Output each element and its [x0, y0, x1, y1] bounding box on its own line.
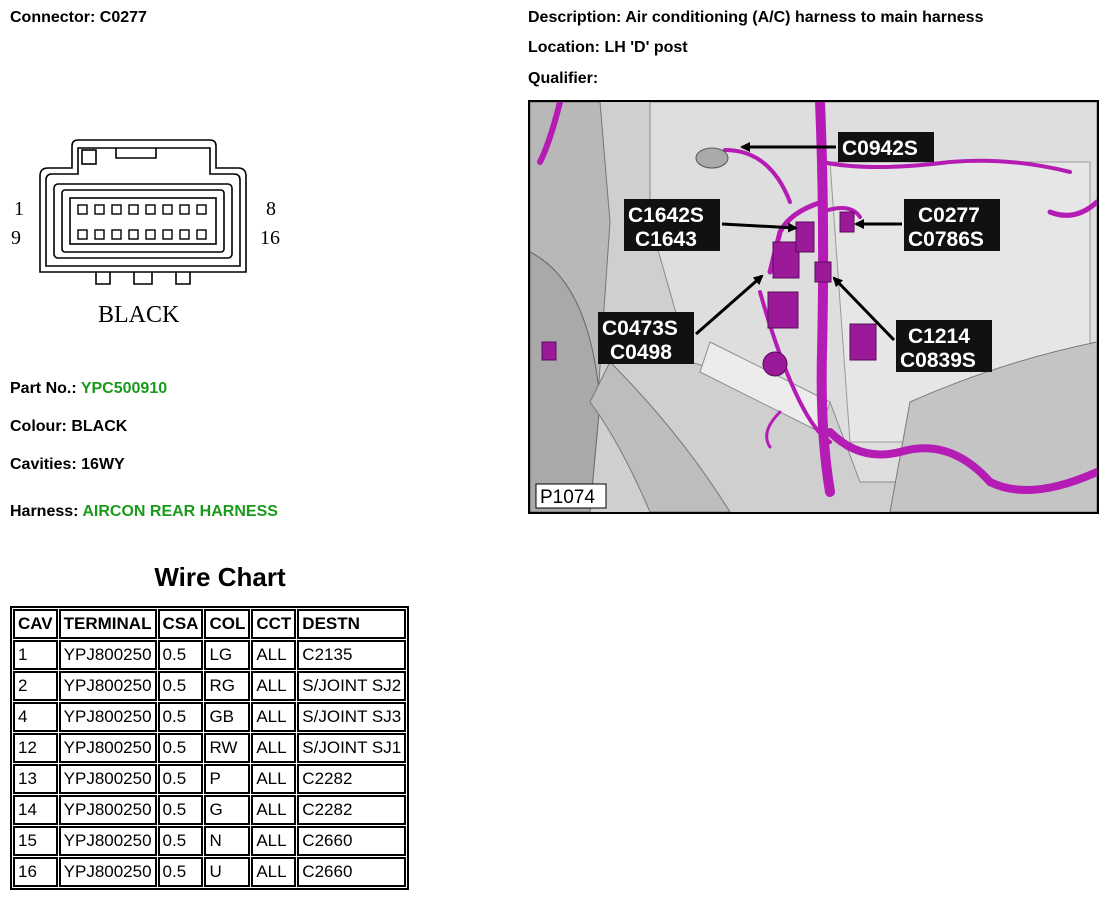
- column-header: CSA: [158, 609, 204, 639]
- table-cell: YPJ800250: [59, 795, 157, 825]
- connector-pin: [112, 205, 121, 214]
- connector-value: C0277: [99, 9, 147, 26]
- part-no-link[interactable]: YPC500910: [80, 380, 168, 397]
- connector-pin: [95, 205, 104, 214]
- colour-value: BLACK: [71, 418, 128, 435]
- table-cell: C2282: [297, 795, 406, 825]
- callout-c1214: C1214: [908, 325, 970, 348]
- table-cell: YPJ800250: [59, 733, 157, 763]
- column-header: COL: [204, 609, 250, 639]
- connector-location-photo: [528, 100, 1099, 514]
- table-cell: P: [204, 764, 250, 794]
- table-cell: C2282: [297, 764, 406, 794]
- cavities-field: [10, 456, 125, 474]
- location-field: [528, 39, 688, 57]
- table-cell: 0.5: [158, 857, 204, 887]
- table-cell: YPJ800250: [59, 857, 157, 887]
- connector-pin: [129, 205, 138, 214]
- table-row: [13, 733, 406, 763]
- connector-field: [10, 9, 147, 27]
- table-cell: 16: [13, 857, 58, 887]
- connector-pin: [129, 230, 138, 239]
- callout-c1643: C1643: [635, 228, 697, 251]
- description-value: Air conditioning (A/C) harness to main harness: [625, 9, 984, 26]
- table-row: [13, 826, 406, 856]
- table-cell: ALL: [251, 857, 296, 887]
- table-cell: S/JOINT SJ3: [297, 702, 406, 732]
- wire-chart-table: [10, 606, 409, 890]
- table-cell: S/JOINT SJ1: [297, 733, 406, 763]
- pin-16-label: 16: [260, 227, 280, 249]
- part-no-field: [10, 380, 167, 398]
- connector-pin: [197, 205, 206, 214]
- table-cell: 0.5: [158, 640, 204, 670]
- callout-c0942s: C0942S: [842, 137, 918, 160]
- table-row: [13, 671, 406, 701]
- qualifier-field: [528, 70, 598, 88]
- table-cell: RG: [204, 671, 250, 701]
- table-cell: 0.5: [158, 702, 204, 732]
- harness-field: [10, 503, 278, 521]
- table-cell: YPJ800250: [59, 640, 157, 670]
- table-cell: C2660: [297, 857, 406, 887]
- table-cell: S/JOINT SJ2: [297, 671, 406, 701]
- connector-colour-caption: BLACK: [98, 302, 180, 328]
- column-header: CAV: [13, 609, 58, 639]
- pin-8-label: 8: [266, 198, 276, 220]
- callout-c0277: C0277: [918, 204, 980, 227]
- callout-c0473s: C0473S: [602, 317, 678, 340]
- table-cell: YPJ800250: [59, 671, 157, 701]
- table-cell: ALL: [251, 795, 296, 825]
- wire-chart-header-row: [13, 609, 406, 639]
- connector-pin: [112, 230, 121, 239]
- table-cell: 0.5: [158, 764, 204, 794]
- table-cell: GB: [204, 702, 250, 732]
- table-cell: N: [204, 826, 250, 856]
- callout-c0498: C0498: [610, 341, 672, 364]
- connector-pin: [180, 230, 189, 239]
- table-cell: ALL: [251, 764, 296, 794]
- connector-pin: [180, 205, 189, 214]
- cavities-label: Cavities:: [10, 456, 77, 473]
- table-cell: RW: [204, 733, 250, 763]
- table-cell: 0.5: [158, 826, 204, 856]
- connector-pin: [78, 230, 87, 239]
- table-row: [13, 764, 406, 794]
- qualifier-label: Qualifier:: [528, 70, 599, 87]
- table-cell: 4: [13, 702, 58, 732]
- column-header: TERMINAL: [59, 609, 157, 639]
- connector-pin: [78, 205, 87, 214]
- harness-label: Harness:: [10, 503, 79, 520]
- pin-1-label: 1: [14, 198, 24, 220]
- table-cell: C2135: [297, 640, 406, 670]
- table-cell: YPJ800250: [59, 702, 157, 732]
- table-cell: G: [204, 795, 250, 825]
- table-cell: 12: [13, 733, 58, 763]
- connector-pin: [146, 205, 155, 214]
- callout-c0839s: C0839S: [900, 349, 976, 372]
- table-row: [13, 795, 406, 825]
- callout-c1642s: C1642S: [628, 204, 704, 227]
- callout-c0786s: C0786S: [908, 228, 984, 251]
- location-label: Location:: [528, 39, 600, 56]
- pin-9-label: 9: [11, 227, 21, 249]
- cavities-value: 16WY: [81, 456, 125, 473]
- table-row: [13, 702, 406, 732]
- table-cell: ALL: [251, 733, 296, 763]
- table-cell: ALL: [251, 640, 296, 670]
- table-cell: 15: [13, 826, 58, 856]
- table-cell: YPJ800250: [59, 764, 157, 794]
- table-cell: 2: [13, 671, 58, 701]
- table-cell: U: [204, 857, 250, 887]
- harness-link[interactable]: AIRCON REAR HARNESS: [82, 503, 278, 520]
- table-cell: 0.5: [158, 733, 204, 763]
- description-label: Description:: [528, 9, 622, 26]
- table-cell: ALL: [251, 671, 296, 701]
- connector-pin: [95, 230, 104, 239]
- connector-pin: [163, 205, 172, 214]
- table-row: [13, 640, 406, 670]
- wire-chart-title: Wire Chart: [154, 562, 286, 592]
- photo-reference-label: P1074: [540, 487, 595, 508]
- table-cell: LG: [204, 640, 250, 670]
- location-value: LH 'D' post: [604, 39, 688, 56]
- colour-field: [10, 418, 127, 436]
- table-cell: 14: [13, 795, 58, 825]
- connector-pin: [197, 230, 206, 239]
- connector-face-diagram: [6, 132, 296, 332]
- table-cell: YPJ800250: [59, 826, 157, 856]
- connector-pin: [163, 230, 172, 239]
- part-no-label: Part No.:: [10, 380, 77, 397]
- table-cell: C2660: [297, 826, 406, 856]
- table-cell: 0.5: [158, 671, 204, 701]
- connector-pin: [146, 230, 155, 239]
- connector-label: Connector:: [10, 9, 96, 26]
- column-header: CCT: [251, 609, 296, 639]
- table-cell: 0.5: [158, 795, 204, 825]
- description-field: [528, 9, 983, 27]
- table-cell: ALL: [251, 702, 296, 732]
- table-cell: 1: [13, 640, 58, 670]
- table-cell: ALL: [251, 826, 296, 856]
- column-header: DESTN: [297, 609, 406, 639]
- table-cell: 13: [13, 764, 58, 794]
- colour-label: Colour:: [10, 418, 67, 435]
- table-row: [13, 857, 406, 887]
